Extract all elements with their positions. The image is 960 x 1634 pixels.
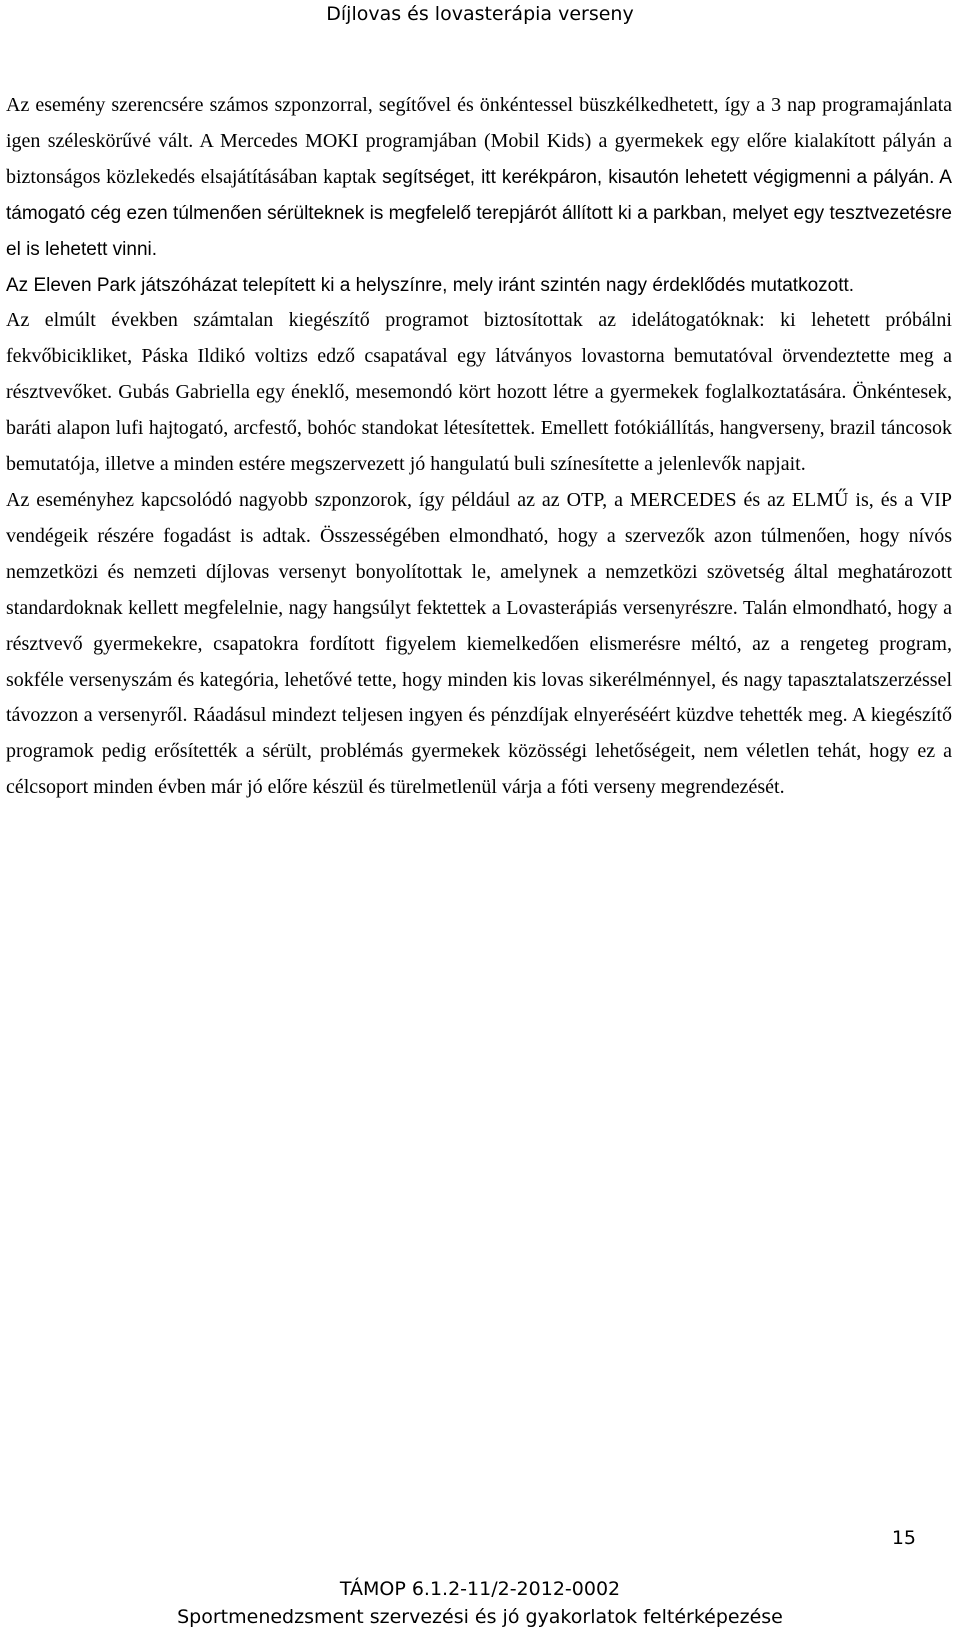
- footer-project-title: Sportmenedzsment szervezési és jó gyakorlatok feltérképezése: [177, 1606, 783, 1628]
- paragraph-segment: Az eseményhez kapcsolódó nagyobb szponzorok, így például az az OTP, a MERCEDES és az ELMŰ is, és a VIP vendégeik részére fogadást is adtak. Összességében elmondható, hogy a szervezők azon túlmenően, hogy nívós nemzetközi és nemzeti díjlovas versenyt bonyolítottak le, amelynek a nemzetközi szövetség által meghatározott standardoknak kellett megfelelnie, nagy hangsúlyt fektettek a Lovasterápiás versenyrészre. Talán elmondható, hogy a résztvevő gyermekekre, csapatokra fordított figyelem kiemelkedően elismerésre méltó, az a rengeteg program, sokféle versenyszám és kategória, lehetővé tette, hogy minden kis lovas sikerélménnyel, és nagy tapasztalatszerzéssel távozzon a versenyről. Ráadásul mindezt teljesen ingyen és pénzdíjak elnyeréséért küzdve tehették meg. A kiegészítő programok pedig erősítették a sérült, problémás gyermekek közösségi lehetőségeit, nem véletlen tehát, hogy ez a célcsoport minden évben már jó előre készül és türelmetlenül várja a fóti verseny megrendezését.: [6, 488, 952, 799]
- paragraph-segment: segítséget, itt kerékpáron, kisautón lehetett végigmenni a pályán. A támogató cég ezen túlmenően sérülteknek is megfelelő terepjárót állított ki a parkban, melyet egy tesztvezetésre el is lehetett vinni.: [6, 166, 952, 260]
- paragraph-segment: Az Eleven Park játszóházat telepített ki a helyszínre, mely iránt szintén nagy érdeklődés mutatkozott.: [6, 274, 855, 296]
- body-text: [6, 88, 952, 806]
- paragraph-programs: [6, 303, 952, 483]
- paragraph-segment: Az elmúlt években számtalan kiegészítő programot biztosítottak az idelátogatóknak: ki lehetett próbálni fekvőbicikliket, Páska Ildikó voltizs edző csapatával egy látványos lovastorna bemutatóval örvendeztette meg a résztvevőket. Gubás Gabriella egy éneklő, mesemondó kört hozott létre a gyermekek foglalkoztatására. Önkéntesek, baráti alapon lufi hajtogató, arcfestő, bohóc standokat létesítettek. Emellett fotókiállítás, hangverseny, brazil táncosok bemutatója, illetve a minden estére megszervezett jó hangulatú buli színesítette a jelenlevők napjait.: [6, 309, 952, 476]
- paragraph-sponsors: [6, 483, 952, 806]
- running-header: Díjlovas és lovasterápia verseny: [326, 3, 634, 25]
- paragraph-moki: [6, 88, 952, 268]
- paragraph-segment: Az esemény szerencsére számos szponzorral, segítővel és önkéntessel büszkélkedhetett, így a 3 nap programajánlata igen széleskörűvé vált. A Mercedes MOKI programjában (Mobil Kids) a gyermekek egy előre kialakított pályán a biztonságos közlekedés elsajátításában kaptak: [6, 94, 952, 188]
- footer-project-code: TÁMOP 6.1.2-11/2-2012-0002: [339, 1578, 621, 1600]
- page-number: 15: [891, 1527, 916, 1549]
- paragraph-eleven-park: [6, 268, 952, 304]
